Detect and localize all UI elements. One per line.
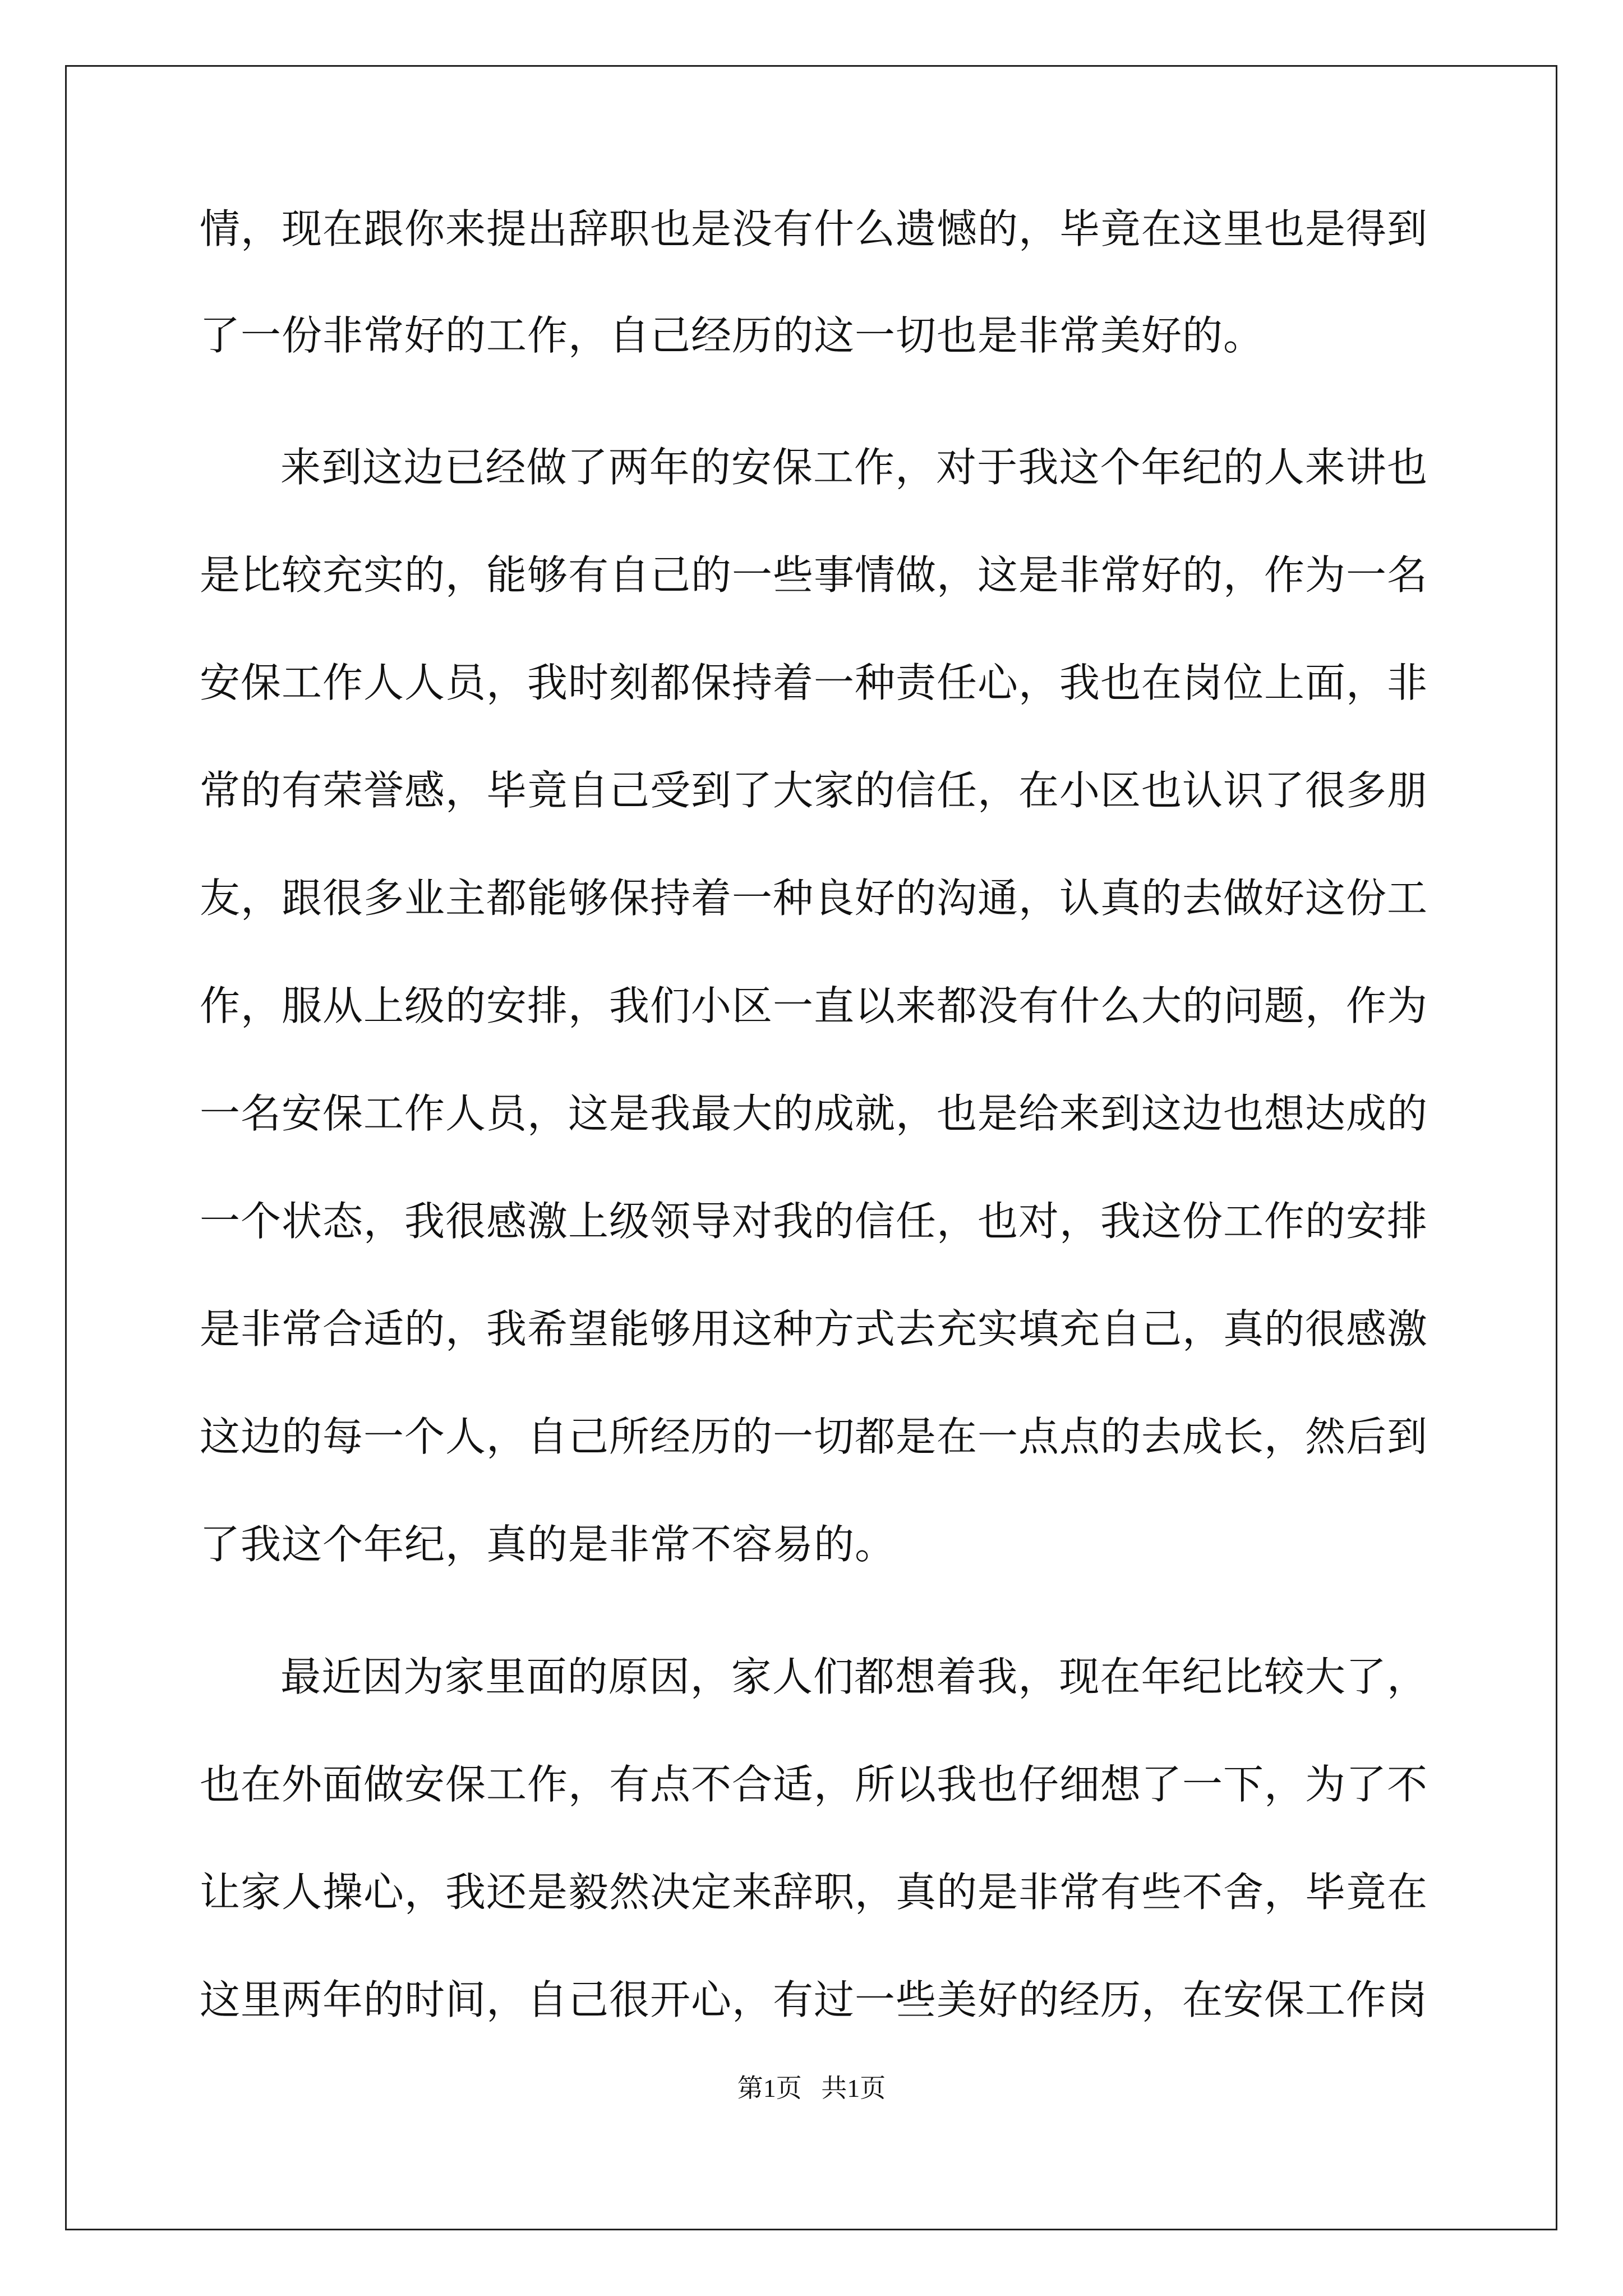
text-line: 情，现在跟你来提出辞职也是没有什么遗憾的，毕竟在这里也是得到 bbox=[200, 205, 1428, 252]
page-number: 第1页 共1页 bbox=[737, 2074, 886, 2102]
text-line: 这边的每一个人，自己所经历的一切都是在一点点的去成长，然后到 bbox=[200, 1413, 1428, 1460]
text-line: 让家人操心，我还是毅然决定来辞职，真的是非常有些不舍，毕竟在 bbox=[200, 1869, 1428, 1916]
text-line: 是比较充实的，能够有自己的一些事情做，这是非常好的，作为一名 bbox=[200, 551, 1428, 599]
text-line: 一个状态，我很感激上级领导对我的信任，也对，我这份工作的安排 bbox=[200, 1198, 1428, 1245]
text-line: 是非常合适的，我希望能够用这种方式去充实填充自己，真的很感激 bbox=[200, 1305, 1428, 1352]
text-line: 来到这边已经做了两年的安保工作，对于我这个年纪的人来讲也 bbox=[280, 444, 1428, 491]
text-line: 了一份非常好的工作，自己经历的这一切也是非常美好的。 bbox=[200, 312, 1265, 359]
text-line: 常的有荣誉感，毕竟自己受到了大家的信任，在小区也认识了很多朋 bbox=[200, 767, 1428, 814]
text-line: 也在外面做安保工作，有点不合适，所以我也仔细想了一下，为了不 bbox=[200, 1761, 1428, 1808]
text-line: 一名安保工作人员，这是我最大的成就，也是给来到这边也想达成的 bbox=[200, 1090, 1428, 1137]
text-line: 最近因为家里面的原因，家人们都想着我，现在年纪比较大了， bbox=[280, 1653, 1428, 1700]
text-line: 安保工作人人员，我时刻都保持着一种责任心，我也在岗位上面，非 bbox=[200, 659, 1428, 706]
text-line: 友，跟很多业主都能够保持着一种良好的沟通，认真的去做好这份工 bbox=[200, 875, 1428, 922]
text-line: 这里两年的时间，自己很开心，有过一些美好的经历，在安保工作岗 bbox=[200, 1976, 1428, 2023]
text-line: 了我这个年纪，真的是非常不容易的。 bbox=[200, 1521, 896, 1568]
text-line: 作，服从上级的安排，我们小区一直以来都没有什么大的问题，作为 bbox=[200, 982, 1428, 1029]
